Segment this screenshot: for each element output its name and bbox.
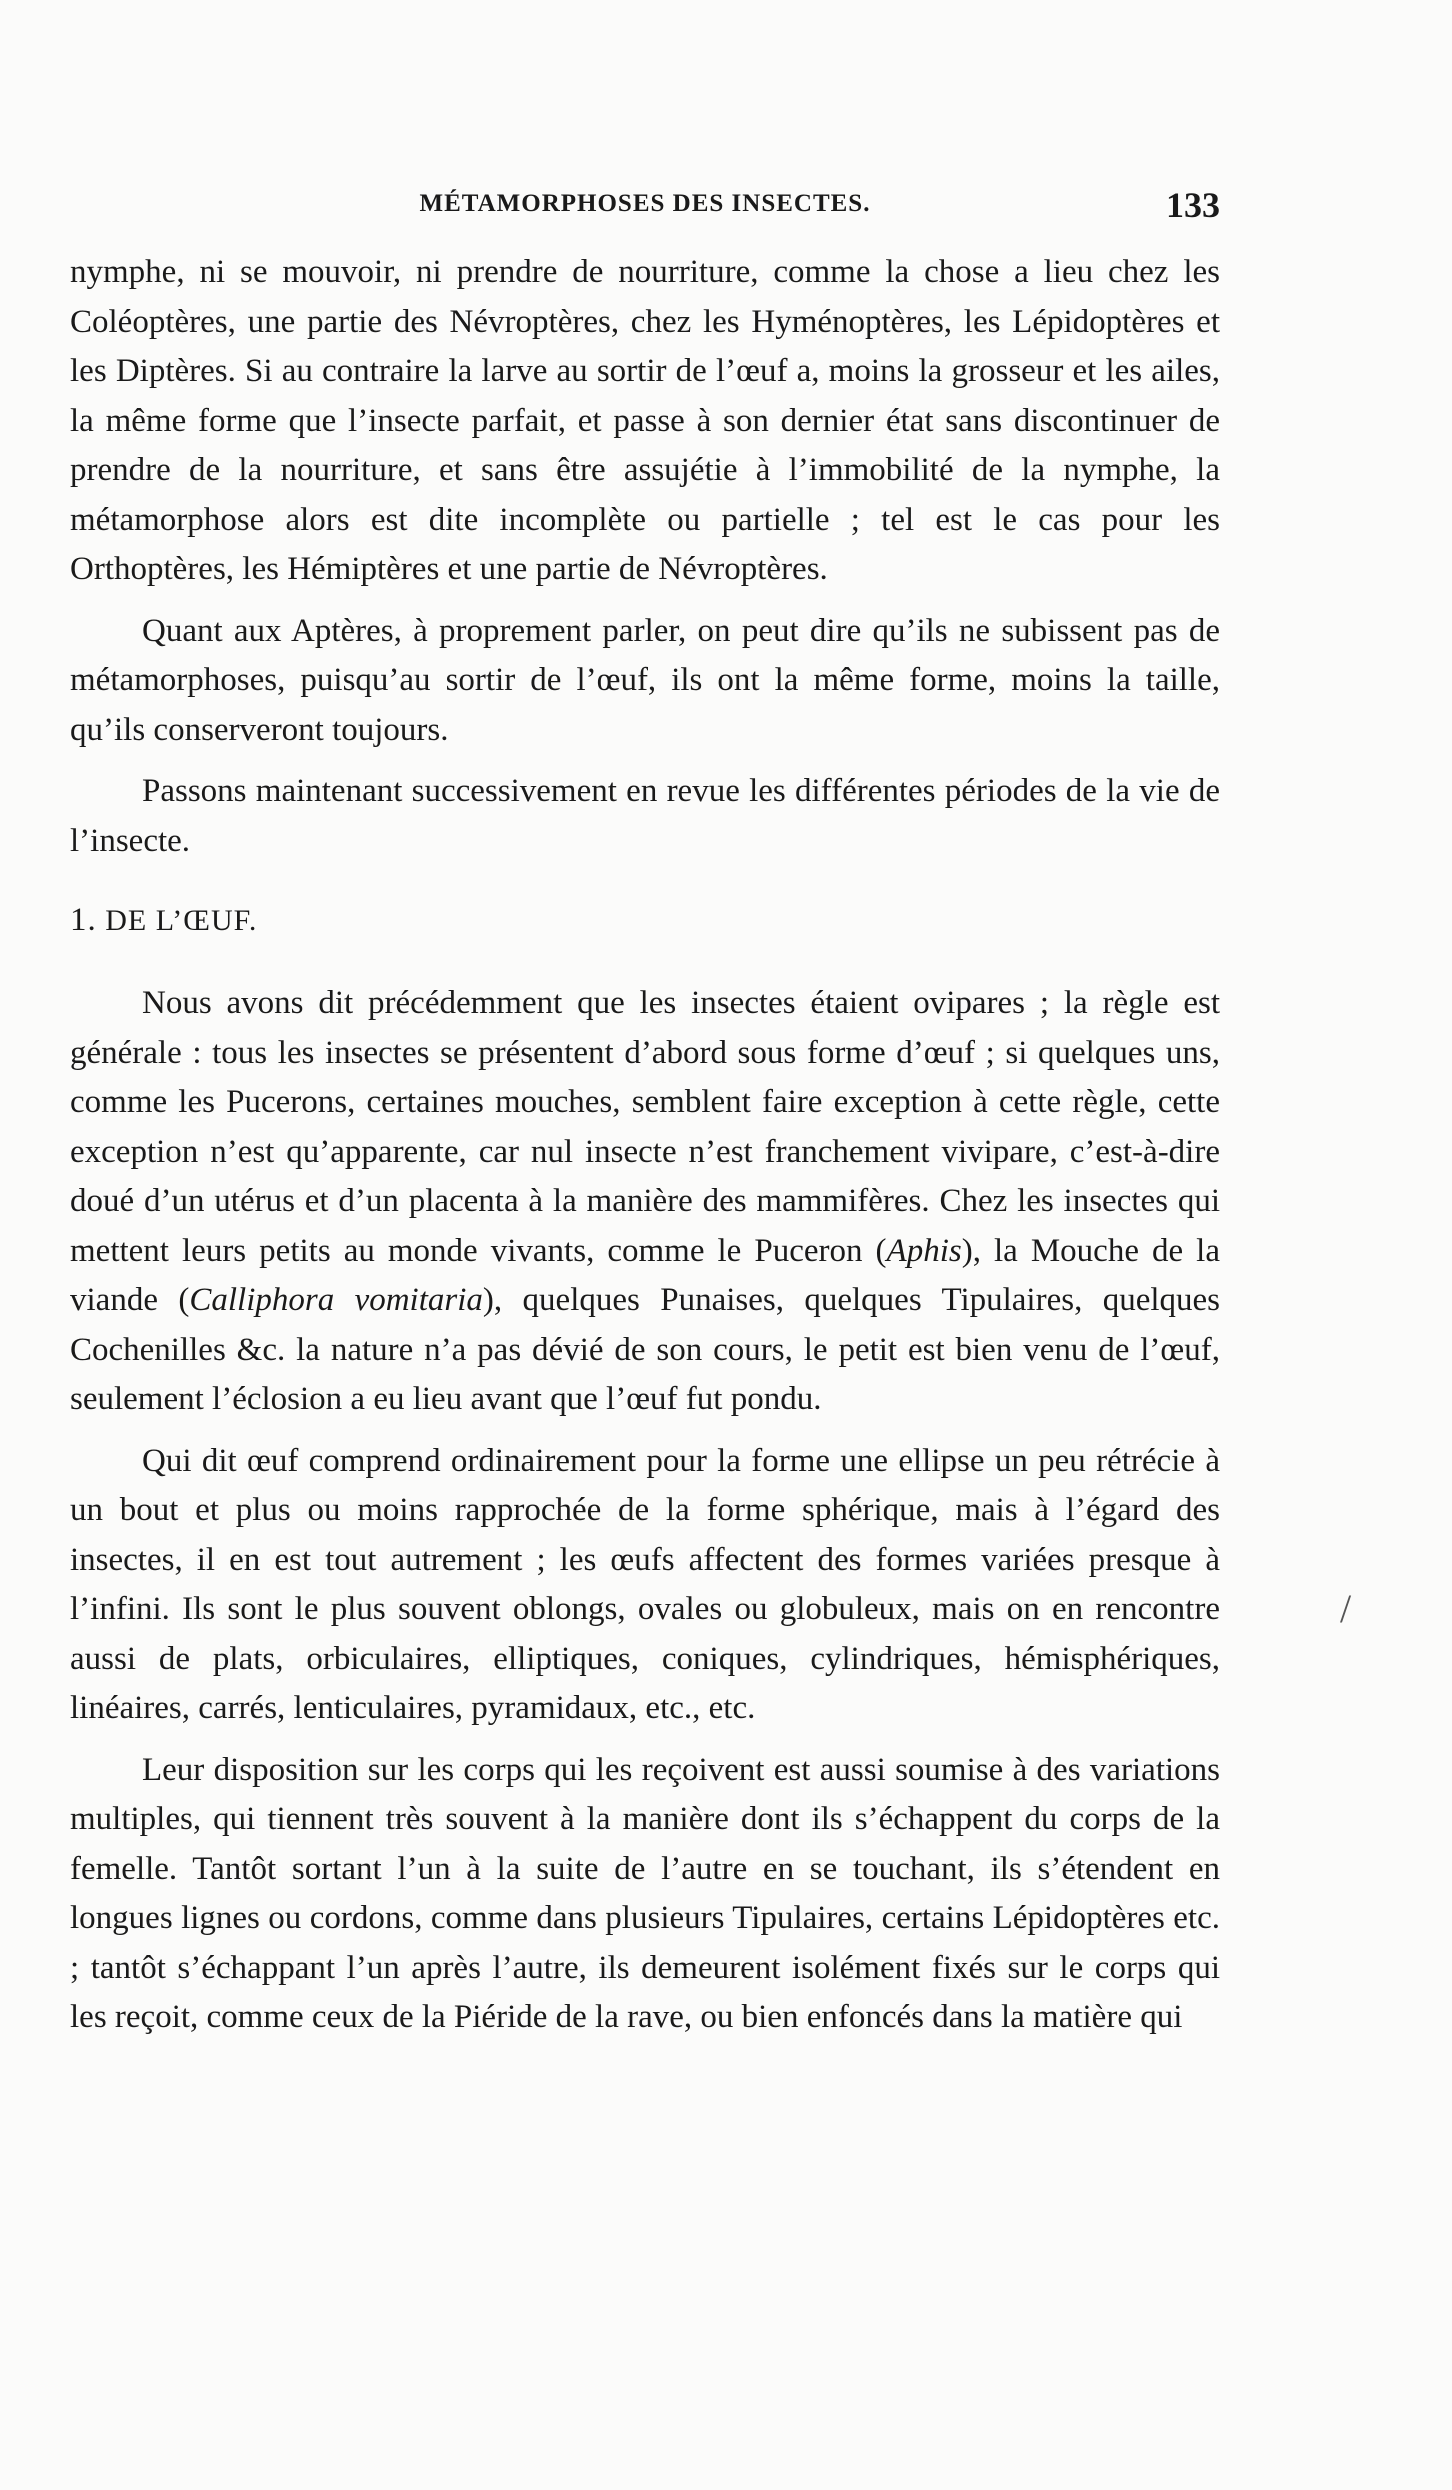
ovipares-text-2: ), la Mouche de la viande (: [70, 1232, 1220, 1318]
italic-aphis: Aphis: [886, 1232, 962, 1269]
paragraph-forme-oeuf: Qui dit œuf comprend ordinairement pour la forme une ellipse un peu rétrécie à un bout et plus ou moins rapprochée de la forme sphérique, mais à l’égard des insectes, il en est tout autrement ; les œufs affectent des formes variées presque à l’infini. Ils sont le plus souvent oblongs, ovales ou globuleux, mais on en rencontre aussi de plats, orbiculaires, elliptiques, coniques, cylindriques, hémisphériques, linéaires, carrés, lenticulaires, pyramidaux, etc., etc.: [70, 1442, 1220, 1726]
body-text: [70, 248, 1220, 2043]
paragraph-continued: nymphe, ni se mouvoir, ni prendre de nourriture, comme la chose a lieu chez les Coléoptères, une partie des Névroptères, chez les Hyménoptères, les Lépidoptères et les Diptères. Si au contraire la larve au sortir de l’œuf a, moins la grosseur et les ailes, la même forme que l’insecte parfait, et passe à son dernier état sans discontinuer de prendre de la nourriture, et sans être assujétie à l’immobilité de la nymphe, la métamorphose alors est dite incomplète ou partielle ; tel est le cas pour les Orthoptères, les Hémiptères et une partie de Névroptères.: [70, 254, 1220, 587]
section-heading: [70, 900, 1220, 941]
page-number: 133: [1166, 185, 1220, 225]
paragraph-passons: Passons maintenant successivement en revue les différentes périodes de la vie de l’insecte.: [70, 773, 1220, 859]
italic-calliphora: Calliphora vomitaria: [189, 1282, 483, 1318]
running-title: MÉTAMORPHOSES DES INSECTES.: [419, 190, 871, 217]
margin-stroke: /: [1340, 1586, 1352, 1631]
ovipares-text-3: ), quelques Punaises, quelques Tipulaires, quelques Cochenilles &c. la nature n’a pas dévié de son cours, le petit est bien venu de l’œuf, seulement l’éclosion a eu lieu avant que l’œuf fut pondu.: [70, 1282, 1221, 1417]
section-number: 1.: [70, 902, 97, 938]
ovipares-text-1: Nous avons dit précédemment que les insectes étaient ovipares ; la règle est générale : tous les insectes se présentent d’abord sous forme d’œuf ; si quelques uns, comme les Pucerons, certaines mouches, semblent faire exception à cette règle, cette exception n’est qu’apparente, car nul insecte n’est franchement vivipare, c’est-à-dire doué d’un utérus et d’un placenta à la manière des mammifères. Chez les insectes qui mettent leurs petits au monde vivants, comme le Puceron (: [70, 985, 1220, 1269]
paragraph-disposition: Leur disposition sur les corps qui les reçoivent est aussi soumise à des variations multiples, qui tiennent très souvent à la manière dont ils s’échappent du corps de la femelle. Tantôt sortant l’un à la suite de l’autre en se touchant, ils s’étendent en longues lignes ou cordons, comme dans plusieurs Tipulaires, certains Lépidoptères etc. ; tantôt s’échappant l’un après l’autre, ils demeurent isolément fixés sur le corps qui les reçoit, comme ceux de la Piéride de la rave, ou bien enfoncés dans la matière qui: [70, 1751, 1220, 2035]
paragraph-ovipares: [70, 979, 1220, 1425]
section-title: DE L’ŒUF.: [105, 904, 258, 937]
running-head: [70, 184, 1220, 234]
paragraph-apteres: Quant aux Aptères, à proprement parler, on peut dire qu’ils ne subissent pas de métamorphoses, puisqu’au sortir de l’œuf, ils ont la même forme, moins la taille, qu’ils conserveront toujours.: [70, 612, 1220, 748]
